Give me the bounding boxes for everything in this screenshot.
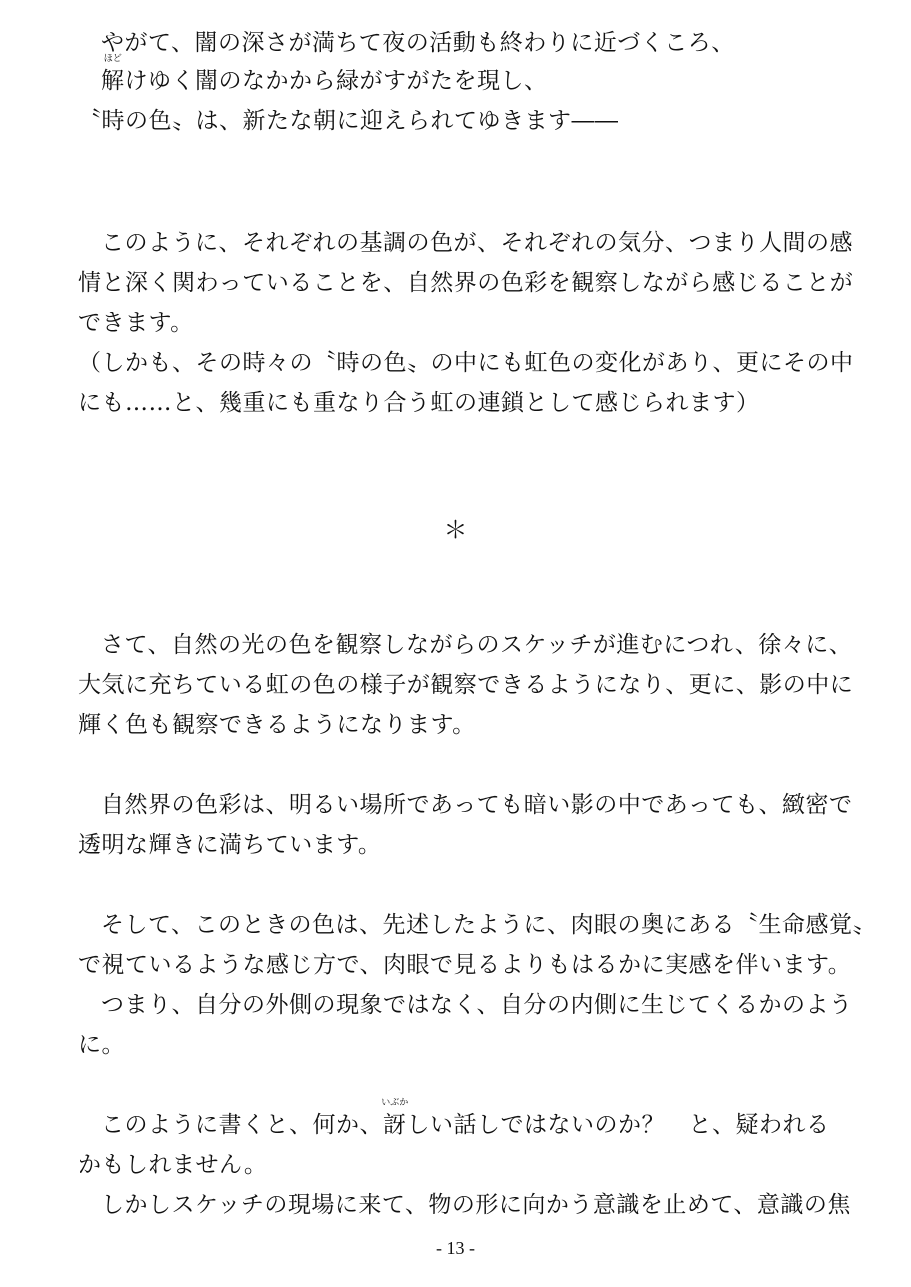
text-line: つまり、自分の外側の現象ではなく、自分の内側に生じてくるかのよう: [101, 992, 853, 1018]
ruby-base: 訝: [383, 1112, 407, 1138]
text-line: [78, 54, 861, 96]
text-line: にも……と、幾重にも重なり合う虹の連鎖として感じられます）: [78, 390, 760, 416]
text-line: そして、このときの色は、先述したように、肉眼の奥にある〝生命感覚〟: [101, 912, 877, 938]
text-line: [78, 1098, 861, 1140]
text-fragment: しい話しではないのか？ と、疑われる: [406, 1112, 830, 1138]
text-line: 大気に充ちている虹の色の様子が観察できるようになり、更に、影の中に: [78, 672, 854, 698]
text-line: 透明な輝きに満ちています。: [78, 832, 382, 858]
page-number: - 13 -: [436, 1238, 475, 1258]
text-line: このように、それぞれの基調の色が、それぞれの気分、つまり人間の感: [101, 230, 853, 256]
text-line: 情と深く関わっていることを、自然界の色彩を観察しながら感じることが: [78, 270, 854, 296]
text-line: かもしれません。: [78, 1152, 268, 1178]
text-line: 自然界の色彩は、明るい場所であっても暗い影の中であっても、緻密で: [101, 792, 853, 818]
text-line: に。: [78, 1032, 125, 1058]
ruby-reading: ほど: [103, 54, 122, 64]
section-separator: ＊: [443, 516, 468, 544]
text-line: 〝時の色〟は、新たな朝に迎えられてゆきます――: [78, 108, 619, 134]
text-line: できます。: [78, 310, 194, 336]
ruby-base: 解: [101, 68, 125, 94]
text-line: しかしスケッチの現場に来て、物の形に向かう意識を止めて、意識の焦: [101, 1192, 851, 1218]
text-line: で視ているような感じ方で、肉眼で見るよりもはるかに実感を伴います。: [78, 952, 852, 978]
ruby-reading: いぶか: [381, 1098, 409, 1108]
text-line: やがて、闇の深さが満ちて夜の活動も終わりに近づくころ、: [101, 30, 735, 56]
text-line: 輝く色も観察できるようになります。: [78, 712, 476, 738]
text-line: （しかも、その時々の〝時の色〟の中にも虹色の変化があり、更にその中: [78, 350, 854, 376]
text-fragment: けゆく闇のなかから緑がすがたを現し、: [124, 68, 548, 94]
ruby-annotation: [101, 54, 125, 96]
text-fragment: このように書くと、何か、: [101, 1112, 383, 1138]
ruby-annotation: [381, 1098, 409, 1140]
text-line: さて、自然の光の色を観察しながらのスケッチが進むにつれ、徐々に、: [101, 632, 853, 658]
